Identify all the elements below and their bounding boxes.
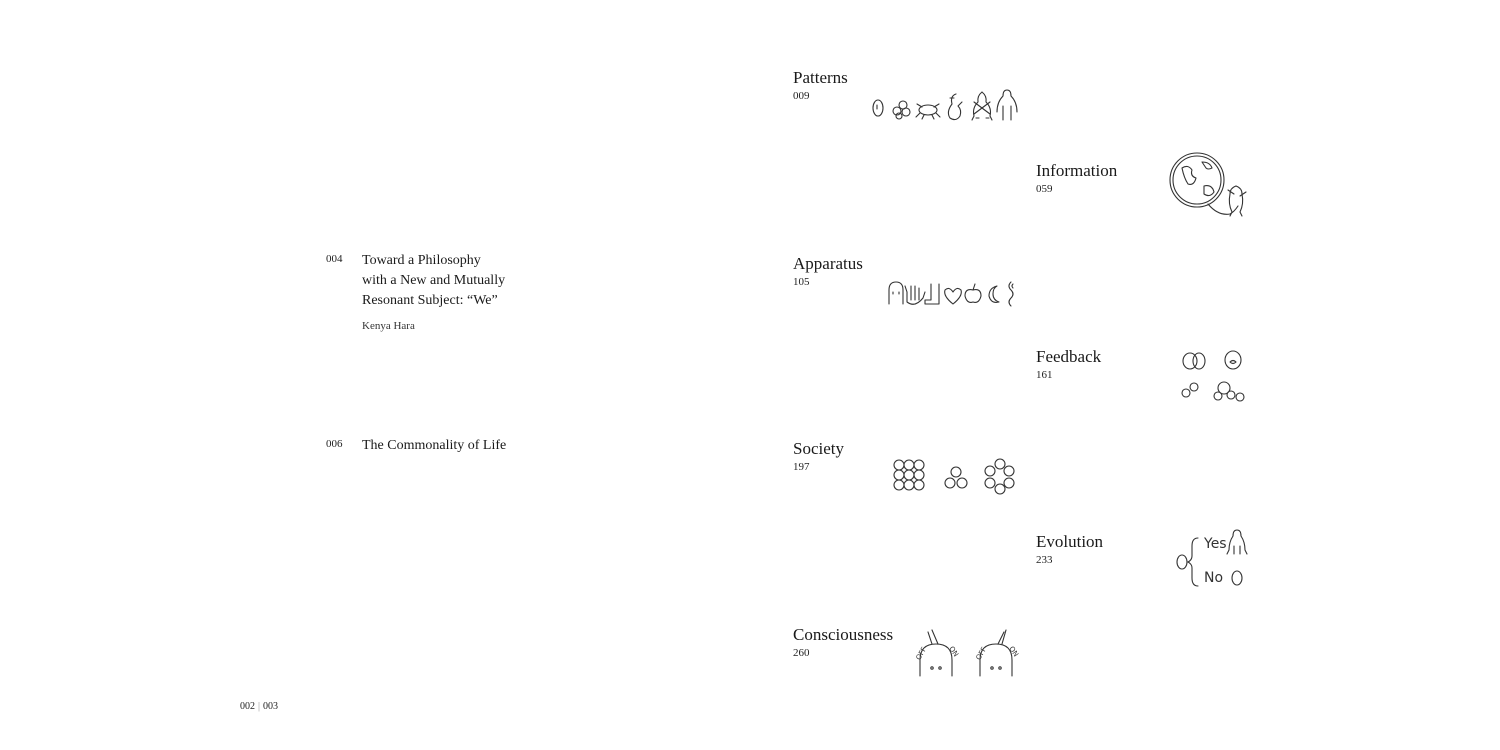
chapter-feedback [1036, 347, 1101, 381]
chapter-page-number: 059 [1036, 183, 1053, 195]
yes-no-branch-icon [1174, 526, 1254, 588]
body-parts-icon [885, 280, 1023, 310]
folio-separator: | [258, 701, 261, 712]
chapter-evolution [1036, 532, 1103, 566]
group-formation-icon [892, 458, 1020, 494]
chapter-page-number: 260 [793, 647, 810, 659]
folio-right: 003 [263, 701, 279, 712]
chapter-information [1036, 161, 1117, 195]
chapter-society [793, 439, 844, 473]
entry-page-number: 006 [326, 438, 343, 450]
entry-title-line: The Commonality of Life [362, 438, 507, 453]
chapter-page-number: 009 [793, 90, 810, 102]
cell-cluster-icon [1180, 348, 1252, 404]
entry-title-line: Toward a Philosophy [362, 253, 481, 268]
on-label: ON [947, 644, 960, 659]
chapter-title: Apparatus [793, 254, 863, 273]
chapter-consciousness [793, 625, 893, 659]
no-label: No [1204, 570, 1224, 586]
entry-page-number: 004 [326, 253, 343, 265]
off-label: OFF [974, 645, 989, 662]
entry-author: Kenya Hara [362, 320, 415, 332]
globe-with-figure-icon [1168, 150, 1250, 222]
off-label: OFF [914, 645, 929, 662]
chapter-title: Patterns [793, 68, 848, 87]
chapter-patterns [793, 68, 848, 102]
entry-title [362, 251, 582, 332]
on-off-switch-heads-icon [914, 628, 1022, 678]
chapter-apparatus [793, 254, 863, 288]
chapter-title: Society [793, 439, 844, 458]
chapter-page-number: 161 [1036, 369, 1053, 381]
chapter-title: Information [1036, 161, 1118, 180]
entry-title-line: with a New and Mutually [362, 273, 506, 288]
yes-label: Yes [1204, 536, 1227, 552]
chapter-page-number: 197 [793, 461, 810, 473]
chapter-page-number: 105 [793, 276, 810, 288]
on-label: ON [1007, 644, 1020, 659]
chapter-title: Consciousness [793, 625, 894, 644]
entry-title-line: Resonant Subject: “We” [362, 293, 498, 308]
chapter-title: Feedback [1036, 347, 1102, 366]
creatures-evolution-icon [870, 86, 1020, 124]
folio [240, 701, 278, 712]
chapter-title: Evolution [1036, 532, 1104, 551]
chapter-page-number: 233 [1036, 554, 1053, 566]
folio-left: 002 [240, 701, 255, 712]
